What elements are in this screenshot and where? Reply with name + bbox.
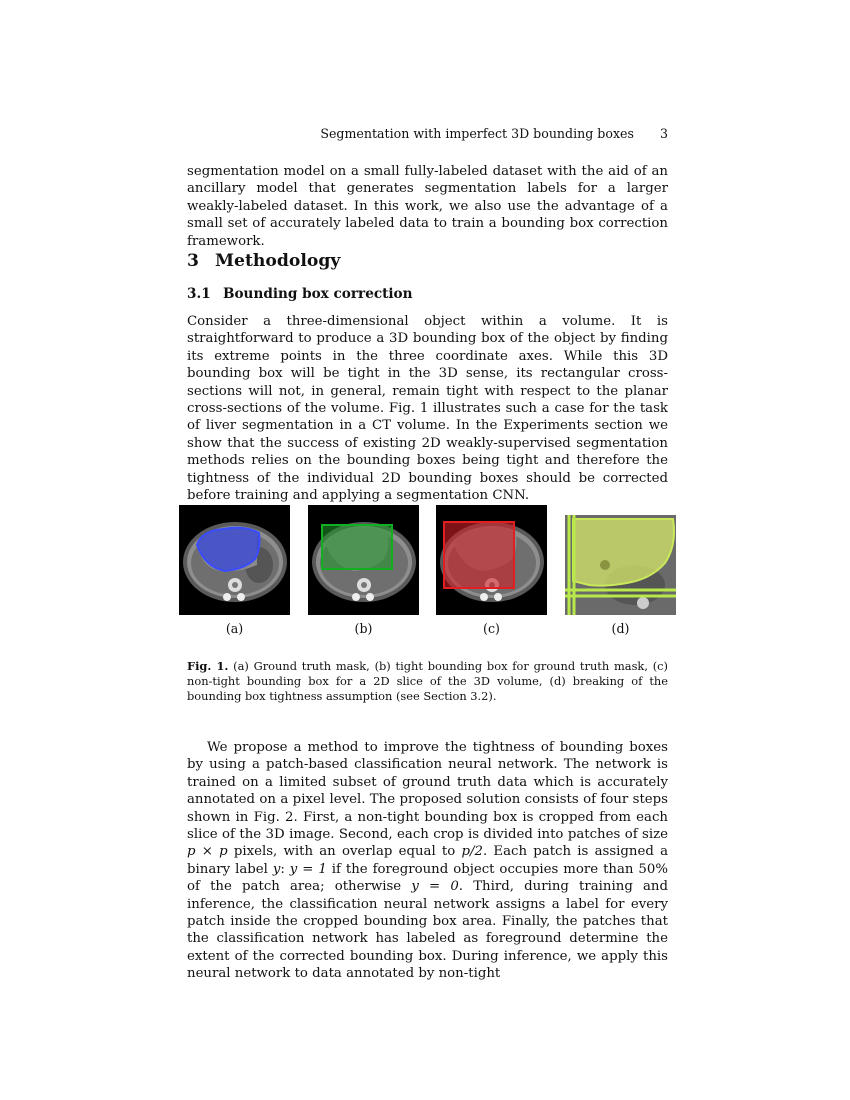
p3-text-4: : [280,861,290,877]
tight-bounding-box [322,525,392,569]
figure-panel-c [436,505,547,636]
p3-math-1: p × p [187,844,228,860]
ct-slice-image-c [436,505,547,615]
figure-caption [187,659,668,705]
p3-text-1: We propose a method to improve the tightness of bounding boxes by using a patch-based classification neural network. The network is trained on a limited subset of ground truth data which is accurately annotated on a pixel level. The proposed solution consists of four steps shown in Fig. 2. First, a non-tight bounding box is cropped from each slice of the 3D image. Second, each crop is divided into patches of size [187,740,668,843]
section-heading [187,251,340,271]
subsection-number: 3.1 [187,286,211,302]
p3-math-2: p/2 [461,844,483,860]
p3-math-3: y [272,861,281,877]
panel-label-b: (b) [354,621,373,636]
page-number: 3 [659,126,668,141]
ct-slice-image-a [179,505,290,615]
p3-text-5: if the foreground object occupies more than 50% of the patch area; otherwise [187,861,668,895]
subsection-title: Bounding box correction [223,286,413,302]
non-tight-bounding-box [444,522,514,588]
p3-math-4: y = 1 [289,861,327,877]
running-head [187,126,668,141]
panel-label-a: (a) [225,621,244,636]
running-head-title: Segmentation with imperfect 3D bounding boxes [320,126,634,141]
p3-text-2: pixels, with an overlap equal to [227,844,462,860]
p3-text-6: . Third, during training and inference, the classification neural network assigns a label for every patch inside the cropped bounding box area. Finally, the patches that the classification network has labeled as foreground determine the extent of the corrected bounding box. During inference, we apply this neural network to data annotated by non-tight [187,879,668,982]
figure-1 [179,505,679,635]
subsection-heading [187,286,413,302]
section-title: Methodology [215,251,341,271]
caption-lead: Fig. 1. [187,659,229,673]
figure-panel-d [565,505,676,636]
panel-label-d: (d) [611,621,630,636]
ct-zoom-image-d [565,505,676,615]
p3-text-3: . Each patch is assigned a binary label [187,844,669,877]
figure-panel-a [179,505,290,636]
caption-text: (a) Ground truth mask, (b) tight bounding box for ground truth mask, (c) non-tight bounding box for a 2D slice of the 3D volume, (d) breaking of the bounding box tightness assumption (see Section 3.2). [187,659,668,704]
figure-panel-b [308,505,419,636]
paragraph-bbox-correction: Consider a three-dimensional object within a volume. It is straightforward to produce a 3D bounding box of the object by finding its extreme points in the three coordinate axes. While this 3D bounding box will be tight in the 3D sense, its rectangular cross-sections will not, in general, remain tight with respect to the planar cross-sections of the volume. Fig. 1 illustrates such a case for the task of liver segmentation in a CT volume. In the Experiments section we show that the success of existing 2D weakly-supervised segmentation methods relies on the bounding boxes being tight and therefore the tightness of the individual 2D bounding boxes should be corrected before training and applying a segmentation CNN. [187,314,668,504]
panel-label-c: (c) [483,621,500,636]
section-number: 3 [187,251,199,271]
paragraph-intro: segmentation model on a small fully-labeled dataset with the aid of an ancillary model that generates segmentation labels for a larger weakly-labeled dataset. In this work, we also use the advantage of a small set of accurately labeled data to train a bounding box correction framework. [187,164,668,249]
p3-math-5: y = 0 [411,879,459,895]
ct-slice-image-b [308,505,419,615]
paragraph-proposed-method [187,739,668,983]
